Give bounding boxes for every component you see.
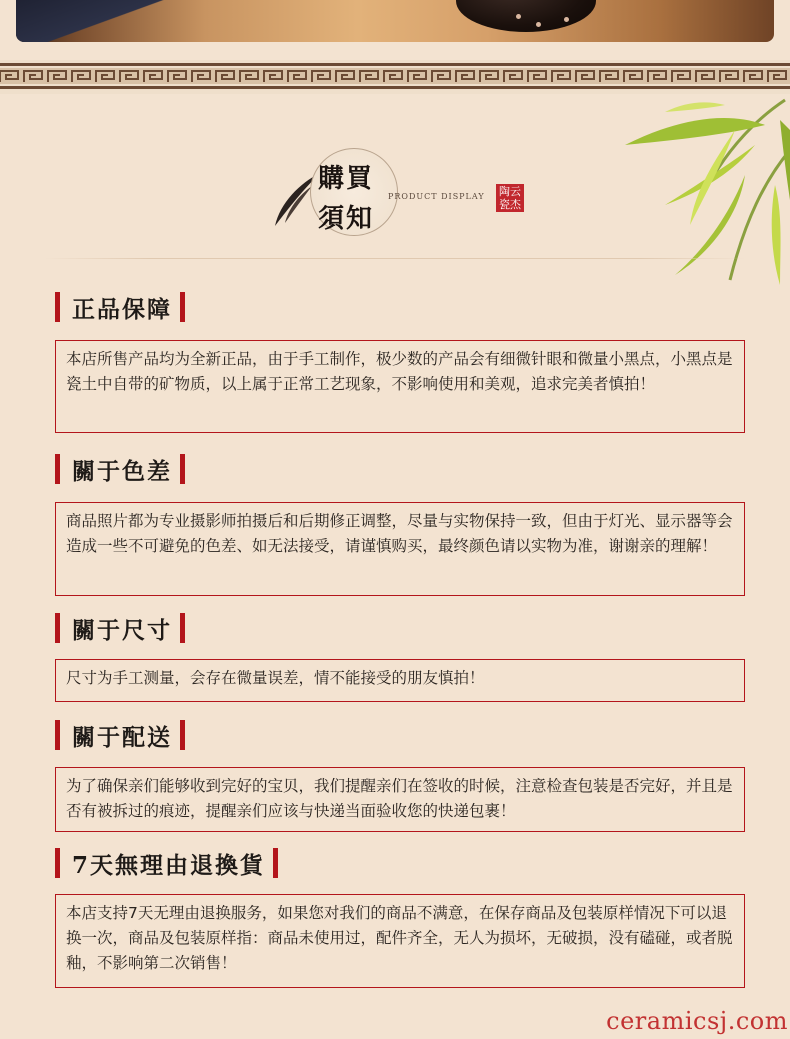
top-product-photo — [16, 0, 774, 42]
divider — [45, 258, 745, 259]
section-heading-authentic — [55, 290, 185, 324]
section-heading-text: 關于配送 — [72, 723, 172, 751]
section-heading-size — [55, 611, 185, 645]
section-heading-color — [55, 452, 185, 486]
section-title-emblem — [270, 148, 540, 244]
pot-decoration — [516, 14, 521, 19]
section-body-authentic: 本店所售产品均为全新正品，由于手工制作，极少数的产品会有细微针眼和微量小黑点，小黑点是瓷土中自带的矿物质，以上属于正常工艺现象，不影响使用和美观，追求完美者慎拍！ — [55, 340, 745, 433]
lattice-border — [0, 60, 790, 94]
section-heading-text: 正品保障 — [72, 295, 172, 323]
section-body-returns: 本店支持7天无理由退换服务，如果您对我们的商品不满意，在保存商品及包装原样情况下可以退换一次，商品及包装原样指：商品未使用过，配件齐全，无人为损坏，无破损，没有磕碰，或者脱釉，不影响第二次销售！ — [55, 894, 745, 988]
page-subtitle: PRODUCT DISPLAY — [388, 192, 485, 201]
red-seal-icon: 陶云 瓷杰 — [496, 184, 524, 212]
section-body-delivery: 为了确保亲们能够收到完好的宝贝，我们提醒亲们在签收的时候，注意检查包装是否完好，并且是否有被拆过的痕迹，提醒亲们应该与快递当面验收您的快递包裹！ — [55, 767, 745, 832]
section-heading-delivery — [55, 718, 185, 752]
section-heading-returns — [55, 846, 278, 880]
teapot-body — [456, 0, 596, 32]
heading-bar-right — [180, 292, 185, 322]
site-watermark: ceramicsj.com — [606, 1007, 788, 1035]
section-heading-text: 關于尺寸 — [72, 616, 172, 644]
lattice-border-icon — [0, 60, 790, 94]
pot-decoration — [564, 17, 569, 22]
pot-decoration — [536, 22, 541, 27]
heading-bar-right — [180, 454, 185, 484]
page-title-line1: 購買 — [318, 164, 375, 194]
section-heading-text: 7天無理由退換貨 — [72, 851, 266, 879]
heading-bar-right — [180, 613, 185, 643]
page-title-line2: 須知 — [318, 204, 375, 234]
heading-bar-right — [273, 848, 278, 878]
section-body-color: 商品照片都为专业摄影师拍摄后和后期修正调整，尽量与实物保持一致，但由于灯光、显示器等会造成一些不可避免的色差、如无法接受，请谨慎购买，最终颜色请以实物为准，谢谢亲的理解！ — [55, 502, 745, 596]
heading-bar-right — [180, 720, 185, 750]
section-body-size: 尺寸为手工测量，会存在微量误差，情不能接受的朋友慎拍！ — [55, 659, 745, 702]
bamboo-leaves-icon — [605, 90, 790, 290]
dark-cloth — [16, 0, 166, 42]
section-heading-text: 關于色差 — [72, 457, 172, 485]
